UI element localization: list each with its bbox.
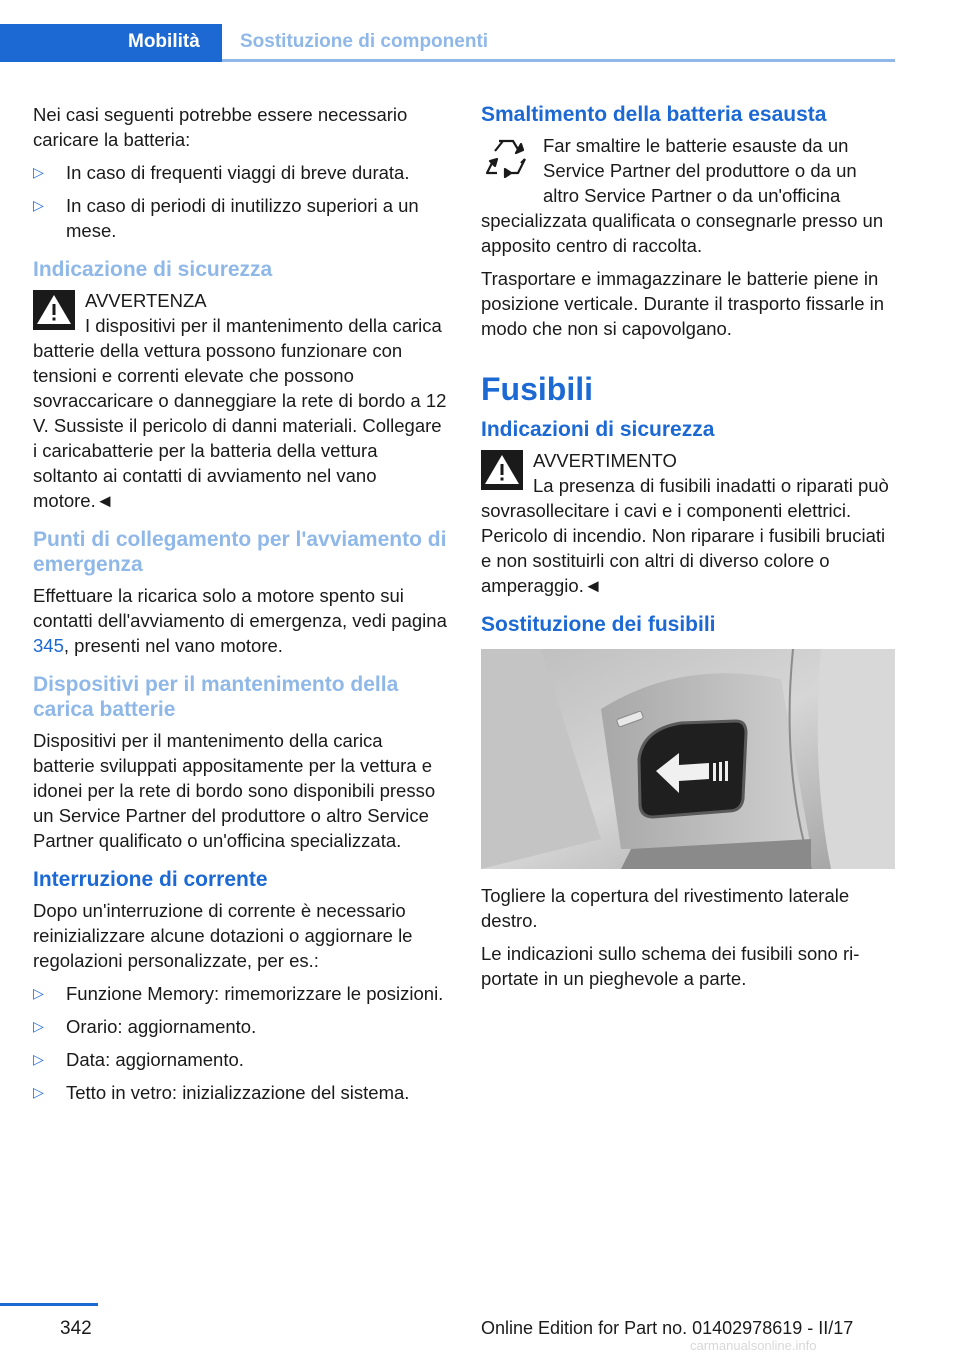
fuses-heading: Fusibili bbox=[481, 371, 593, 407]
warning-triangle-icon bbox=[33, 290, 75, 330]
transport-text: Trasportare e immagazzinare le batterie piene in posizione verticale. Durante il trasporto fissarle in modo che non si capovolgano. bbox=[481, 268, 885, 339]
list-item: ▷ Data: aggiornamento. bbox=[33, 1049, 244, 1070]
warning-triangle-icon bbox=[481, 450, 523, 490]
warning-text: I dispositivi per il mantenimento della carica batterie della vettura possono funzionare con tensioni e correnti elevate che possono sovraccaricare o danneggiare la rete di bordo a 12 V. Sussiste il pericolo di danni materiali. Collegare i caricabatterie per la batteria della vettura soltanto ai contatti di avviamento nel vano motore.◄ bbox=[33, 315, 447, 511]
page-header bbox=[0, 24, 895, 62]
warning-block bbox=[33, 288, 447, 513]
page-reference-link[interactable]: 345 bbox=[33, 635, 64, 656]
header-rule bbox=[222, 59, 895, 62]
jump-start-text: Effettuare la ricarica solo a motore spento sui contatti dell'avviamento di emergenza, vedi pagina 345, presenti nel vano motore. bbox=[33, 585, 447, 656]
maintainer-text: Dispositivi per il mantenimento della carica batterie sviluppati appositamente per la vettura e idonei per la rete di bordo sono disponibili presso un Service Partner del produttore o altro Service Partner qualificato o un'officina specializzata. bbox=[33, 730, 436, 851]
fuse-warning-block bbox=[481, 448, 895, 598]
disposal-heading: Smaltimento della batteria esausta bbox=[481, 103, 827, 126]
edition-note: Online Edition for Part no. 01402978619 - II/17 bbox=[481, 1318, 854, 1338]
safety-heading: Indicazione di sicurezza bbox=[33, 258, 273, 281]
right-column bbox=[481, 102, 895, 999]
disposal-text: Far smaltire le batterie esauste da un Service Partner del produttore o da un altro Service Partner o da un'officina specializzata qualificata o consegnarle presso un apposito centro di raccolta. bbox=[481, 135, 884, 256]
triangle-right-icon: ▷ bbox=[33, 197, 44, 213]
triangle-right-icon: ▷ bbox=[33, 985, 44, 1001]
list-item: ▷ In caso di frequenti viaggi di breve durata. bbox=[33, 162, 410, 183]
charge-cases-list bbox=[33, 160, 447, 243]
list-item: ▷ Orario: aggiornamento. bbox=[33, 1016, 257, 1037]
warning-title: AVVERTENZA bbox=[85, 290, 207, 311]
recycle-icon bbox=[481, 133, 531, 185]
maintainer-heading: Dispositivi per il mantenimento della carica batterie bbox=[33, 673, 399, 721]
power-items-list bbox=[33, 981, 447, 1105]
trunk-side-panel-photo bbox=[481, 649, 895, 869]
fuse-warning-title: AVVERTIMENTO bbox=[533, 450, 677, 471]
list-item: ▷ In caso di periodi di inutilizzo superiori a un mese. bbox=[33, 195, 419, 241]
charge-intro: Nei casi seguenti potrebbe essere necessario caricare la batteria: bbox=[33, 104, 408, 150]
fuse-warning-text: La presenza di fusibili inadatti o riparati può sovrasollecitare i cavi e i componenti elettrici. Pericolo di incendio. Non riparare i fusibili bruciati e non sostituirli con altri di diverso colore o amperaggio.◄ bbox=[481, 475, 889, 596]
replace-step-1: Togliere la copertura del rivestimento laterale destro. bbox=[481, 885, 850, 931]
triangle-right-icon: ▷ bbox=[33, 164, 44, 180]
fuse-replace-heading: Sostituzione dei fusibili bbox=[481, 613, 716, 636]
header-section-label: Mobilità bbox=[128, 31, 200, 52]
footer-rule bbox=[0, 1303, 98, 1306]
replace-step-2: Le indicazioni sullo schema dei fusibili sono riportate in un pieghevole a parte. bbox=[481, 943, 860, 989]
list-item: ▷ Tetto in vetro: inizializzazione del sistema. bbox=[33, 1082, 410, 1103]
page-number: 342 bbox=[60, 1318, 92, 1339]
power-interruption-heading: Interruzione di corrente bbox=[33, 868, 268, 891]
triangle-right-icon: ▷ bbox=[33, 1084, 44, 1100]
watermark: carmanualsonline.info bbox=[690, 1338, 817, 1353]
disposal-block bbox=[481, 133, 895, 266]
power-interruption-text: Dopo un'interruzione di corrente è necessario reinizializzare alcune dotazioni o aggiornare le regolazioni personalizzate, per es.: bbox=[33, 900, 413, 971]
header-topic-label: Sostituzione di componenti bbox=[240, 31, 489, 52]
triangle-right-icon: ▷ bbox=[33, 1018, 44, 1034]
list-item: ▷ Funzione Memory: rimemorizzare le posizioni. bbox=[33, 983, 444, 1004]
jump-start-heading: Punti di collegamento per l'avviamento di emergenza bbox=[33, 528, 447, 576]
triangle-right-icon: ▷ bbox=[33, 1051, 44, 1067]
fuse-safety-heading: Indicazioni di sicurezza bbox=[481, 418, 715, 441]
left-column bbox=[33, 102, 447, 1113]
